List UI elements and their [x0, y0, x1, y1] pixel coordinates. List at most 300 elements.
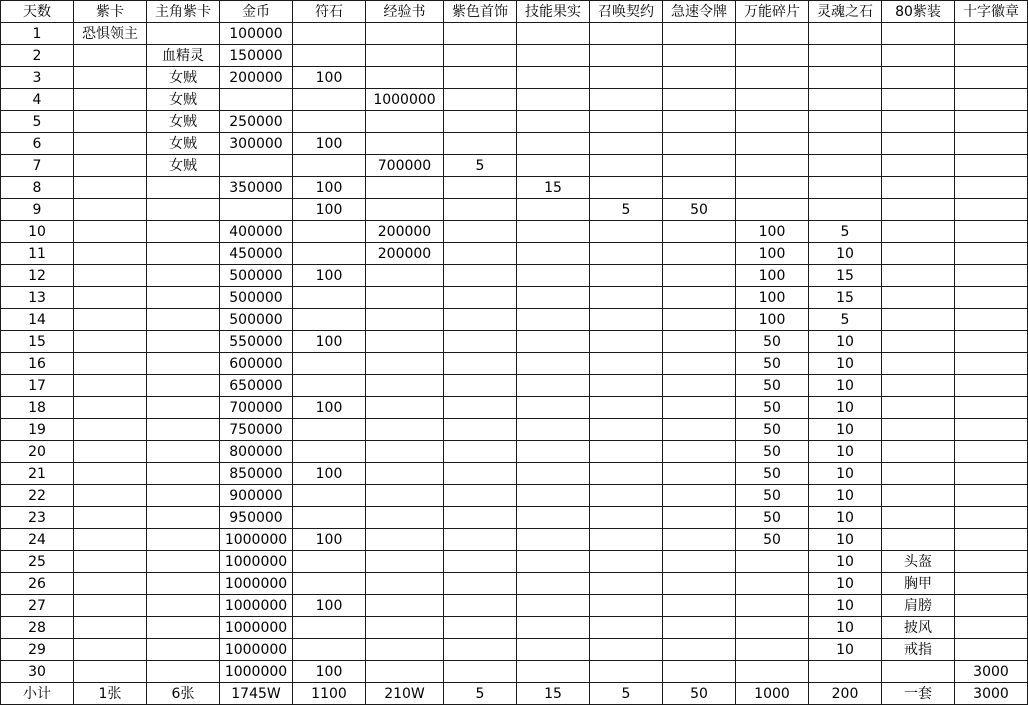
day-cell: 26 — [1, 573, 74, 595]
table-cell — [74, 485, 147, 507]
table-cell: 100 — [293, 661, 366, 683]
table-cell — [444, 89, 517, 111]
day-cell: 3 — [1, 67, 74, 89]
day-cell: 28 — [1, 617, 74, 639]
table-cell — [663, 573, 736, 595]
table-cell — [444, 353, 517, 375]
day-cell: 27 — [1, 595, 74, 617]
table-cell — [809, 111, 882, 133]
table-cell: 300000 — [220, 133, 293, 155]
table-cell — [293, 221, 366, 243]
table-cell — [736, 89, 809, 111]
table-cell — [74, 573, 147, 595]
table-cell — [74, 177, 147, 199]
table-cell — [517, 133, 590, 155]
table-cell — [366, 551, 444, 573]
subtotal-cell: 一套 — [882, 683, 955, 705]
day-cell: 21 — [1, 463, 74, 485]
table-cell — [517, 221, 590, 243]
table-cell — [220, 199, 293, 221]
table-cell: 10 — [809, 485, 882, 507]
table-cell — [293, 155, 366, 177]
table-cell — [366, 45, 444, 67]
table-cell — [955, 177, 1028, 199]
table-row — [1, 397, 1028, 419]
table-cell — [590, 375, 663, 397]
table-cell: 10 — [809, 507, 882, 529]
table-cell: 胸甲 — [882, 573, 955, 595]
table-cell — [663, 441, 736, 463]
column-header: 急速令牌 — [663, 1, 736, 23]
table-cell — [663, 243, 736, 265]
table-cell — [809, 199, 882, 221]
day-cell: 11 — [1, 243, 74, 265]
table-cell — [147, 287, 220, 309]
table-cell — [955, 485, 1028, 507]
column-header: 灵魂之石 — [809, 1, 882, 23]
table-cell — [590, 419, 663, 441]
table-cell — [590, 529, 663, 551]
table-cell — [590, 177, 663, 199]
table-cell — [366, 353, 444, 375]
table-cell: 50 — [736, 331, 809, 353]
table-row — [1, 287, 1028, 309]
table-cell: 1000000 — [220, 529, 293, 551]
table-cell — [444, 23, 517, 45]
subtotal-cell: 3000 — [955, 683, 1028, 705]
table-cell — [663, 639, 736, 661]
day-cell: 23 — [1, 507, 74, 529]
table-cell — [882, 507, 955, 529]
table-cell: 100 — [293, 397, 366, 419]
table-cell — [293, 89, 366, 111]
table-cell — [366, 573, 444, 595]
table-cell — [809, 45, 882, 67]
table-cell — [590, 353, 663, 375]
table-cell: 15 — [809, 265, 882, 287]
column-header: 天数 — [1, 1, 74, 23]
table-cell: 肩膀 — [882, 595, 955, 617]
table-cell: 500000 — [220, 309, 293, 331]
table-cell — [517, 67, 590, 89]
table-row — [1, 375, 1028, 397]
table-cell — [74, 309, 147, 331]
table-cell — [147, 309, 220, 331]
table-cell — [882, 331, 955, 353]
subtotal-cell: 200 — [809, 683, 882, 705]
table-cell — [736, 199, 809, 221]
table-cell — [590, 111, 663, 133]
column-header: 经验书 — [366, 1, 444, 23]
table-cell: 50 — [736, 485, 809, 507]
table-cell — [663, 45, 736, 67]
table-cell: 50 — [736, 463, 809, 485]
table-row — [1, 199, 1028, 221]
table-cell: 10 — [809, 375, 882, 397]
table-cell — [147, 485, 220, 507]
subtotal-row — [1, 683, 1028, 705]
table-cell: 100 — [293, 529, 366, 551]
table-cell — [366, 287, 444, 309]
table-cell — [663, 287, 736, 309]
table-cell: 800000 — [220, 441, 293, 463]
table-cell — [517, 463, 590, 485]
table-cell: 5 — [809, 221, 882, 243]
subtotal-cell: 5 — [590, 683, 663, 705]
table-cell — [444, 331, 517, 353]
table-cell — [444, 67, 517, 89]
table-cell — [882, 221, 955, 243]
table-cell — [809, 661, 882, 683]
table-cell — [955, 463, 1028, 485]
table-cell: 女贼 — [147, 155, 220, 177]
table-row — [1, 67, 1028, 89]
column-header: 金币 — [220, 1, 293, 23]
table-cell — [955, 287, 1028, 309]
table-cell: 10 — [809, 353, 882, 375]
table-cell — [663, 419, 736, 441]
table-cell: 1000000 — [220, 573, 293, 595]
table-cell — [882, 199, 955, 221]
table-cell — [147, 529, 220, 551]
table-cell — [882, 375, 955, 397]
table-cell — [955, 353, 1028, 375]
table-cell — [366, 397, 444, 419]
table-cell — [444, 507, 517, 529]
table-cell — [736, 617, 809, 639]
table-cell — [147, 23, 220, 45]
day-cell: 24 — [1, 529, 74, 551]
table-cell — [517, 441, 590, 463]
table-cell — [147, 441, 220, 463]
subtotal-cell: 1745W — [220, 683, 293, 705]
table-cell — [590, 133, 663, 155]
table-cell — [955, 397, 1028, 419]
table-cell: 100 — [736, 287, 809, 309]
table-cell — [882, 89, 955, 111]
table-cell — [74, 89, 147, 111]
table-row — [1, 573, 1028, 595]
table-cell: 950000 — [220, 507, 293, 529]
table-cell — [736, 661, 809, 683]
table-cell — [147, 573, 220, 595]
table-cell — [663, 155, 736, 177]
table-cell — [663, 331, 736, 353]
day-cell: 30 — [1, 661, 74, 683]
table-header — [1, 1, 1028, 23]
table-cell: 400000 — [220, 221, 293, 243]
table-cell: 100 — [293, 199, 366, 221]
table-cell — [74, 441, 147, 463]
table-cell — [590, 595, 663, 617]
table-cell: 50 — [736, 397, 809, 419]
table-row — [1, 177, 1028, 199]
subtotal-cell: 1100 — [293, 683, 366, 705]
table-cell: 5 — [809, 309, 882, 331]
day-cell: 10 — [1, 221, 74, 243]
table-cell — [882, 265, 955, 287]
table-cell — [955, 375, 1028, 397]
table-cell — [590, 639, 663, 661]
table-cell — [663, 221, 736, 243]
table-cell — [736, 133, 809, 155]
table-cell — [74, 551, 147, 573]
table-cell: 女贼 — [147, 111, 220, 133]
table-cell — [809, 177, 882, 199]
table-cell — [74, 353, 147, 375]
table-cell: 10 — [809, 529, 882, 551]
table-cell: 10 — [809, 617, 882, 639]
table-cell — [590, 463, 663, 485]
day-cell: 6 — [1, 133, 74, 155]
table-row — [1, 331, 1028, 353]
table-cell — [517, 573, 590, 595]
table-cell — [366, 67, 444, 89]
table-row — [1, 529, 1028, 551]
subtotal-cell: 50 — [663, 683, 736, 705]
table-cell: 200000 — [366, 221, 444, 243]
table-cell — [809, 67, 882, 89]
table-cell — [444, 199, 517, 221]
table-cell — [955, 199, 1028, 221]
table-cell — [517, 265, 590, 287]
table-cell — [293, 507, 366, 529]
day-cell: 22 — [1, 485, 74, 507]
table-cell — [517, 375, 590, 397]
table-cell — [736, 551, 809, 573]
table-cell — [882, 45, 955, 67]
day-cell: 12 — [1, 265, 74, 287]
table-cell — [74, 265, 147, 287]
table-cell — [444, 529, 517, 551]
table-cell: 50 — [663, 199, 736, 221]
table-cell — [74, 287, 147, 309]
table-cell — [366, 265, 444, 287]
table-cell — [74, 221, 147, 243]
table-cell: 1000000 — [220, 661, 293, 683]
table-cell: 850000 — [220, 463, 293, 485]
day-cell: 4 — [1, 89, 74, 111]
table-cell — [882, 177, 955, 199]
table-cell: 1000000 — [366, 89, 444, 111]
table-cell — [444, 573, 517, 595]
table-cell — [366, 111, 444, 133]
table-cell — [444, 243, 517, 265]
table-cell — [955, 639, 1028, 661]
table-cell — [74, 111, 147, 133]
table-cell — [882, 485, 955, 507]
column-header: 紫卡 — [74, 1, 147, 23]
table-cell: 3000 — [955, 661, 1028, 683]
table-cell — [147, 661, 220, 683]
table-cell — [293, 639, 366, 661]
table-cell — [590, 397, 663, 419]
table-cell — [366, 23, 444, 45]
table-cell — [736, 67, 809, 89]
table-cell — [663, 551, 736, 573]
table-cell — [809, 155, 882, 177]
table-row — [1, 309, 1028, 331]
subtotal-cell: 5 — [444, 683, 517, 705]
subtotal-cell: 1张 — [74, 683, 147, 705]
table-cell — [444, 419, 517, 441]
table-cell — [444, 661, 517, 683]
table-cell — [809, 133, 882, 155]
table-cell — [736, 155, 809, 177]
table-row — [1, 23, 1028, 45]
day-cell: 8 — [1, 177, 74, 199]
table-cell — [147, 551, 220, 573]
table-cell — [366, 485, 444, 507]
table-cell: 10 — [809, 397, 882, 419]
table-cell — [590, 573, 663, 595]
day-cell: 29 — [1, 639, 74, 661]
table-cell — [955, 111, 1028, 133]
column-header: 符石 — [293, 1, 366, 23]
table-cell: 250000 — [220, 111, 293, 133]
table-cell — [590, 155, 663, 177]
table-cell — [590, 551, 663, 573]
table-cell — [517, 155, 590, 177]
table-cell — [663, 661, 736, 683]
table-cell — [517, 287, 590, 309]
table-cell — [74, 375, 147, 397]
table-cell — [147, 177, 220, 199]
table-cell — [955, 573, 1028, 595]
table-cell: 10 — [809, 441, 882, 463]
table-cell: 100 — [293, 265, 366, 287]
table-cell — [517, 529, 590, 551]
table-cell — [517, 199, 590, 221]
table-cell — [736, 23, 809, 45]
table-cell — [517, 331, 590, 353]
table-cell: 600000 — [220, 353, 293, 375]
table-cell — [147, 617, 220, 639]
table-cell: 200000 — [220, 67, 293, 89]
table-cell — [366, 375, 444, 397]
table-cell — [147, 243, 220, 265]
table-cell — [663, 375, 736, 397]
table-cell — [366, 529, 444, 551]
table-cell: 700000 — [366, 155, 444, 177]
table-cell — [663, 133, 736, 155]
table-row — [1, 89, 1028, 111]
table-cell — [882, 287, 955, 309]
table-body — [1, 23, 1028, 683]
table-cell — [444, 441, 517, 463]
table-cell — [955, 23, 1028, 45]
table-cell — [74, 133, 147, 155]
table-cell — [955, 265, 1028, 287]
table-cell — [590, 287, 663, 309]
table-cell: 1000000 — [220, 595, 293, 617]
table-cell — [444, 463, 517, 485]
table-cell: 100000 — [220, 23, 293, 45]
table-cell — [366, 639, 444, 661]
table-cell — [293, 243, 366, 265]
table-cell: 500000 — [220, 265, 293, 287]
table-cell — [444, 287, 517, 309]
table-cell — [663, 463, 736, 485]
table-cell — [517, 243, 590, 265]
table-cell — [293, 111, 366, 133]
table-cell — [74, 639, 147, 661]
table-cell — [74, 463, 147, 485]
table-row — [1, 419, 1028, 441]
table-cell — [882, 441, 955, 463]
table-cell — [517, 111, 590, 133]
table-cell: 200000 — [366, 243, 444, 265]
table-cell — [736, 45, 809, 67]
table-row — [1, 507, 1028, 529]
table-cell — [366, 199, 444, 221]
table-cell: 50 — [736, 353, 809, 375]
table-cell — [147, 265, 220, 287]
table-cell — [444, 177, 517, 199]
table-cell: 10 — [809, 639, 882, 661]
table-cell: 100 — [293, 595, 366, 617]
table-cell: 100 — [736, 265, 809, 287]
table-cell — [366, 441, 444, 463]
table-cell: 10 — [809, 551, 882, 573]
table-cell — [590, 23, 663, 45]
subtotal-label: 小计 — [1, 683, 74, 705]
subtotal-cell: 15 — [517, 683, 590, 705]
table-cell — [809, 89, 882, 111]
table-cell: 女贼 — [147, 89, 220, 111]
table-cell: 披风 — [882, 617, 955, 639]
table-cell — [517, 617, 590, 639]
table-cell: 戒指 — [882, 639, 955, 661]
table-cell — [955, 551, 1028, 573]
table-cell — [147, 331, 220, 353]
table-cell — [736, 111, 809, 133]
table-cell — [444, 221, 517, 243]
table-cell — [366, 331, 444, 353]
column-header: 万能碎片 — [736, 1, 809, 23]
table-cell: 100 — [293, 133, 366, 155]
subtotal-cell: 1000 — [736, 683, 809, 705]
table-row — [1, 485, 1028, 507]
table-cell: 100 — [736, 243, 809, 265]
table-cell — [736, 177, 809, 199]
table-cell: 15 — [809, 287, 882, 309]
table-cell — [293, 353, 366, 375]
table-cell — [444, 397, 517, 419]
table-cell — [517, 89, 590, 111]
table-cell — [293, 287, 366, 309]
table-cell — [882, 309, 955, 331]
table-cell — [444, 617, 517, 639]
table-cell — [882, 243, 955, 265]
column-header: 主角紫卡 — [147, 1, 220, 23]
day-cell: 15 — [1, 331, 74, 353]
day-cell: 2 — [1, 45, 74, 67]
table-cell: 350000 — [220, 177, 293, 199]
table-row — [1, 617, 1028, 639]
table-cell — [293, 309, 366, 331]
table-cell: 450000 — [220, 243, 293, 265]
table-row — [1, 595, 1028, 617]
table-cell: 100 — [293, 177, 366, 199]
table-cell — [517, 419, 590, 441]
table-cell: 15 — [517, 177, 590, 199]
table-cell: 100 — [293, 67, 366, 89]
table-cell — [74, 617, 147, 639]
table-cell — [444, 551, 517, 573]
table-cell — [147, 199, 220, 221]
table-cell — [74, 199, 147, 221]
